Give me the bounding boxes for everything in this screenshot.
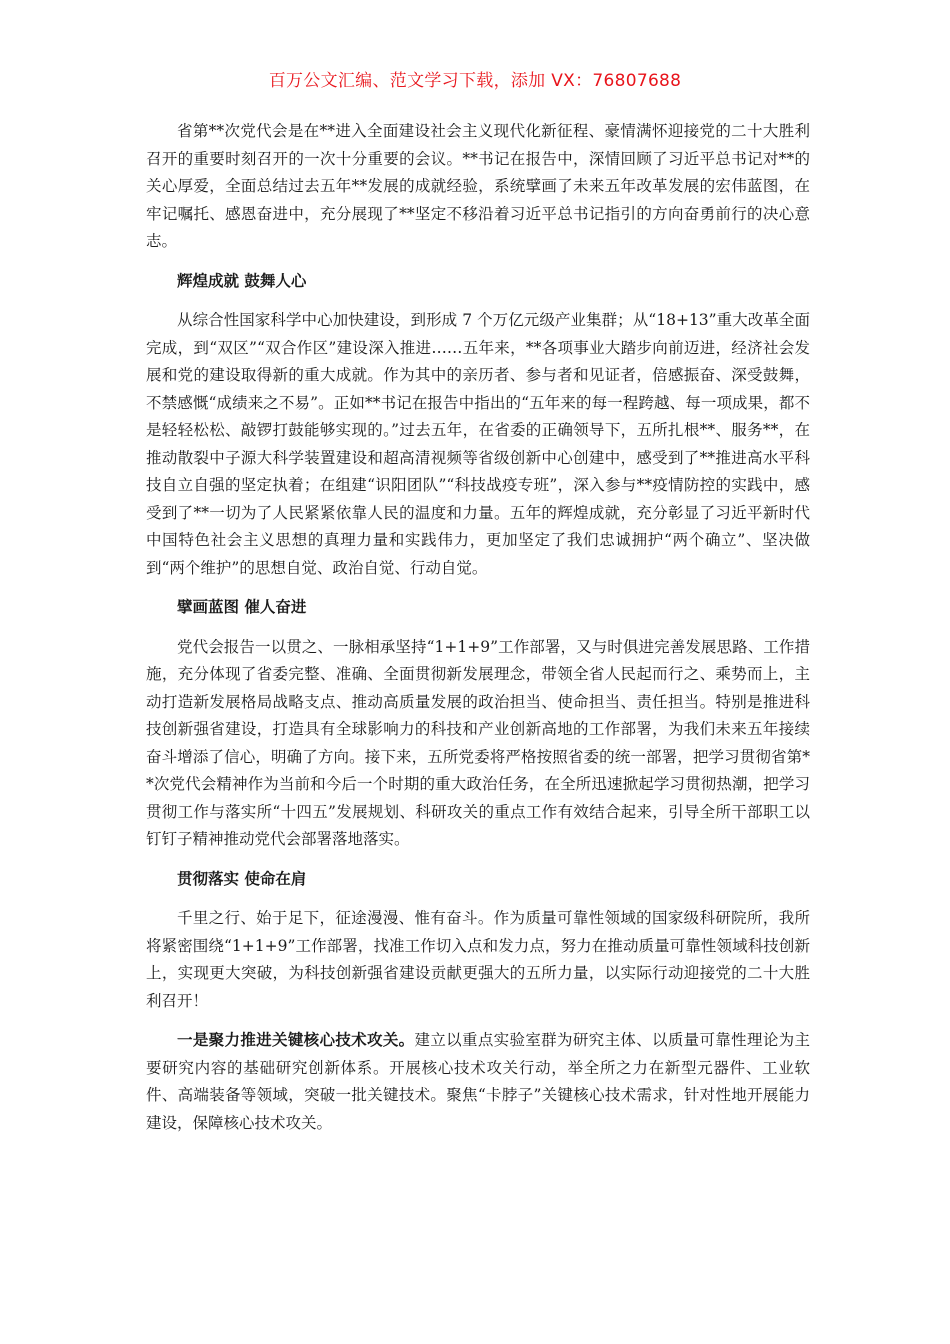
document-body xyxy=(146,118,810,1149)
key-tech-body: 建立以重点实验室群为研究主体、以质量可靠性理论为主要研究内容的基础研究创新体系。开展核心技术攻关行动，举全所之力在新型元器件、工业软件、高端装备等领域，突破一批关键技术。聚焦“卡脖子”关键核心技术需求，针对性地开展能力建设，保障核心技术攻关。 xyxy=(146,1031,810,1132)
section-heading-achievements: 辉煌成就 鼓舞人心 xyxy=(177,271,307,290)
key-tech-paragraph xyxy=(146,1027,810,1137)
section-heading-implementation: 贯彻落实 使命在肩 xyxy=(177,869,307,888)
key-tech-lead: 一是聚力推进关键核心技术攻关。 xyxy=(177,1031,415,1049)
promo-banner: 百万公文汇编、范文学习下载，添加 VX：76807688 xyxy=(268,71,682,91)
section-heading-blueprint: 擘画蓝图 催人奋进 xyxy=(177,598,307,616)
achievements-paragraph: 从综合性国家科学中心加快建设，到形成 7 个万亿元级产业集群；从“18+13”重大改革全面完成，到“双区”“双合作区”建设深入推进……五年来，**各项事业大踏步向前迈进，经济社会发展和党的建设取得新的重大成就。作为其中的亲历者、参与者和见证者，倍感振奋、深受鼓舞，不禁感慨“成绩来之不易”。正如**书记在报告中指出的“五年来的每一程跨越、每一项成果，都不是轻轻松松、敲锣打鼓能够实现的。”过去五年，在省委的正确领导下，五所扎根**、服务**，在推动散裂中子源大科学装置建设和超高清视频等省级创新中心创建中，感受到了**推进高水平科技自立自强的坚定执着；在组建“识阳团队”“科技战疫专班”，深入参与**疫情防控的实践中，感受到了**一切为了人民紧紧依靠人民的温度和力量。五年的辉煌成就，充分彰显了习近平新时代中国特色社会主义思想的真理力量和实践伟力，更加坚定了我们忠诚拥护“两个确立”、坚决做到“两个维护”的思想自觉、政治自觉、行动自觉。 xyxy=(146,311,810,577)
blueprint-paragraph: 党代会报告一以贯之、一脉相承坚持“1+1+9”工作部署，又与时俱进完善发展思路、工作措施，充分体现了省委完整、准确、全面贯彻新发展理念，带领全省人民起而行之、乘势而上，主动打造新发展格局战略支点、推动高质量发展的政治担当、使命担当、责任担当。特别是推进科技创新强省建设，打造具有全球影响力的科技和产业创新高地的工作部署，为我们未来五年接续奋斗增添了信心，明确了方向。接下来，五所党委将严格按照省委的统一部署，把学习贯彻省第**次党代会精神作为当前和今后一个时期的重大政治任务，在全所迅速掀起学习贯彻热潮，把学习贯彻工作与落实所“十四五”发展规划、科研攻关的重点工作有效结合起来，引导全所干部职工以钉钉子精神推动党代会部署落地落实。 xyxy=(146,637,810,848)
intro-paragraph: 省第**次党代会是在**进入全面建设社会主义现代化新征程、豪情满怀迎接党的二十大胜利召开的重要时刻召开的一次十分重要的会议。**书记在报告中，深情回顾了习近平总书记对**的关心厚爱，全面总结过去五年**发展的成就经验，系统擘画了未来五年改革发展的宏伟蓝图，在牢记嘱托、感恩奋进中，充分展现了**坚定不移沿着习近平总书记指引的方向奋勇前行的决心意志。 xyxy=(146,122,810,250)
implementation-paragraph: 千里之行、始于足下，征途漫漫、惟有奋斗。作为质量可靠性领域的国家级科研院所，我所将紧密围绕“1+1+9”工作部署，找准工作切入点和发力点，努力在推动质量可靠性领域科技创新上，实现更大突破，为科技创新强省建设贡献更强大的五所力量，以实际行动迎接党的二十大胜利召开！ xyxy=(146,909,810,1010)
